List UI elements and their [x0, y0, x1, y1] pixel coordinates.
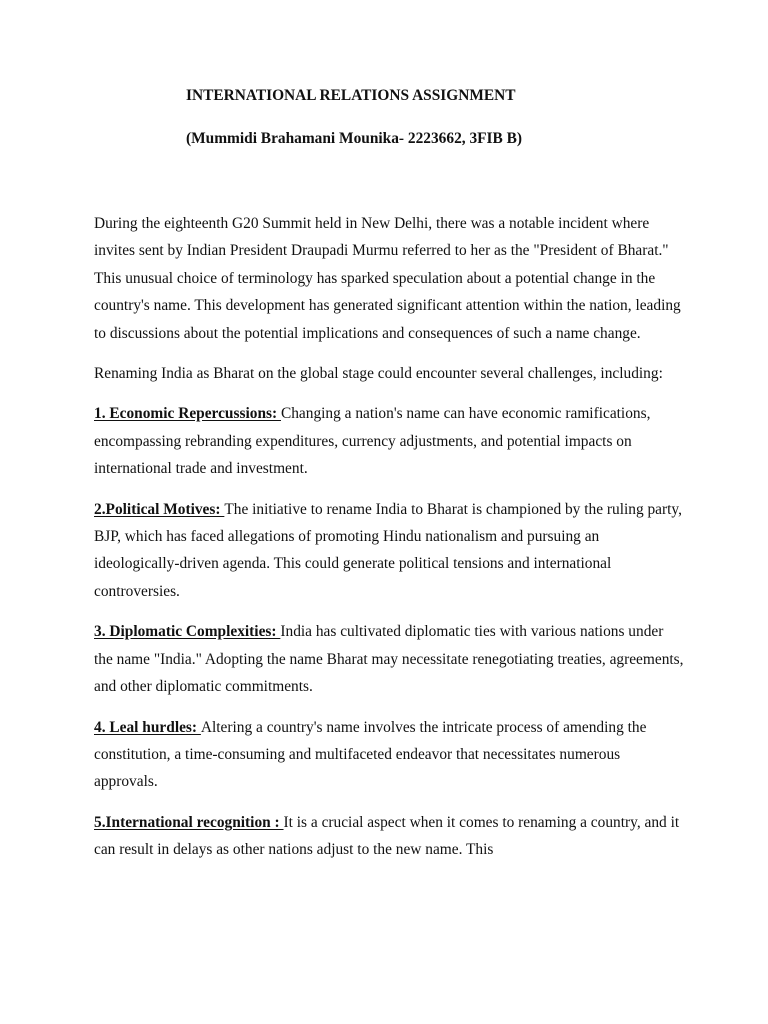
document-title: INTERNATIONAL RELATIONS ASSIGNMENT [186, 87, 516, 104]
author-line: (Mummidi Brahamani Mounika- 2223662, 3FIB B) [186, 130, 523, 147]
point-text: Changing a nation's name can have economic ramifications, encompassing rebranding expenditures, currency adjustments, and potential impacts on international trade and investment. [94, 405, 651, 478]
point-international-recognition [94, 809, 684, 864]
point-heading: 5.International recognition : [94, 813, 284, 831]
point-text: India has cultivated diplomatic ties with various nations under the name "India." Adopting the name Bharat may necessitate renegotiating treaties, agreements, and other diplomatic commitments. [94, 623, 684, 696]
point-legal-hurdles [94, 714, 684, 796]
point-political-motives [94, 496, 684, 606]
intro-paragraph: During the eighteenth G20 Summit held in New Delhi, there was a notable incident where invites sent by Indian President Draupadi Murmu referred to her as the "President of Bharat." This unusual choice of terminology has sparked speculation about a potential change in the country's name. This development has generated significant attention within the nation, leading to discussions about the potential implications and consequences of such a name change. [94, 215, 681, 342]
point-text: It is a crucial aspect when it comes to renaming a country, and it can result in delays as other nations adjust to the new name. This [94, 813, 680, 859]
point-text: Altering a country's name involves the intricate process of amending the constitution, a time-consuming and multifaceted endeavor that necessitates numerous approvals. [94, 718, 647, 791]
document-body [94, 210, 684, 877]
point-heading: 3. Diplomatic Complexities: [94, 623, 281, 641]
point-heading: 1. Economic Repercussions: [94, 405, 281, 423]
point-heading: 4. Leal hurdles: [94, 718, 201, 736]
point-heading: 2.Political Motives: [94, 500, 225, 518]
point-economic-repercussions [94, 400, 684, 482]
point-text: The initiative to rename India to Bharat is championed by the ruling party, BJP, which has faced allegations of promoting Hindu nationalism and pursuing an ideologically-driven agenda. This could generate political tensions and international controversies. [94, 500, 682, 600]
point-diplomatic-complexities [94, 618, 684, 700]
challenges-intro-paragraph: Renaming India as Bharat on the global stage could encounter several challenges, including: [94, 365, 663, 383]
